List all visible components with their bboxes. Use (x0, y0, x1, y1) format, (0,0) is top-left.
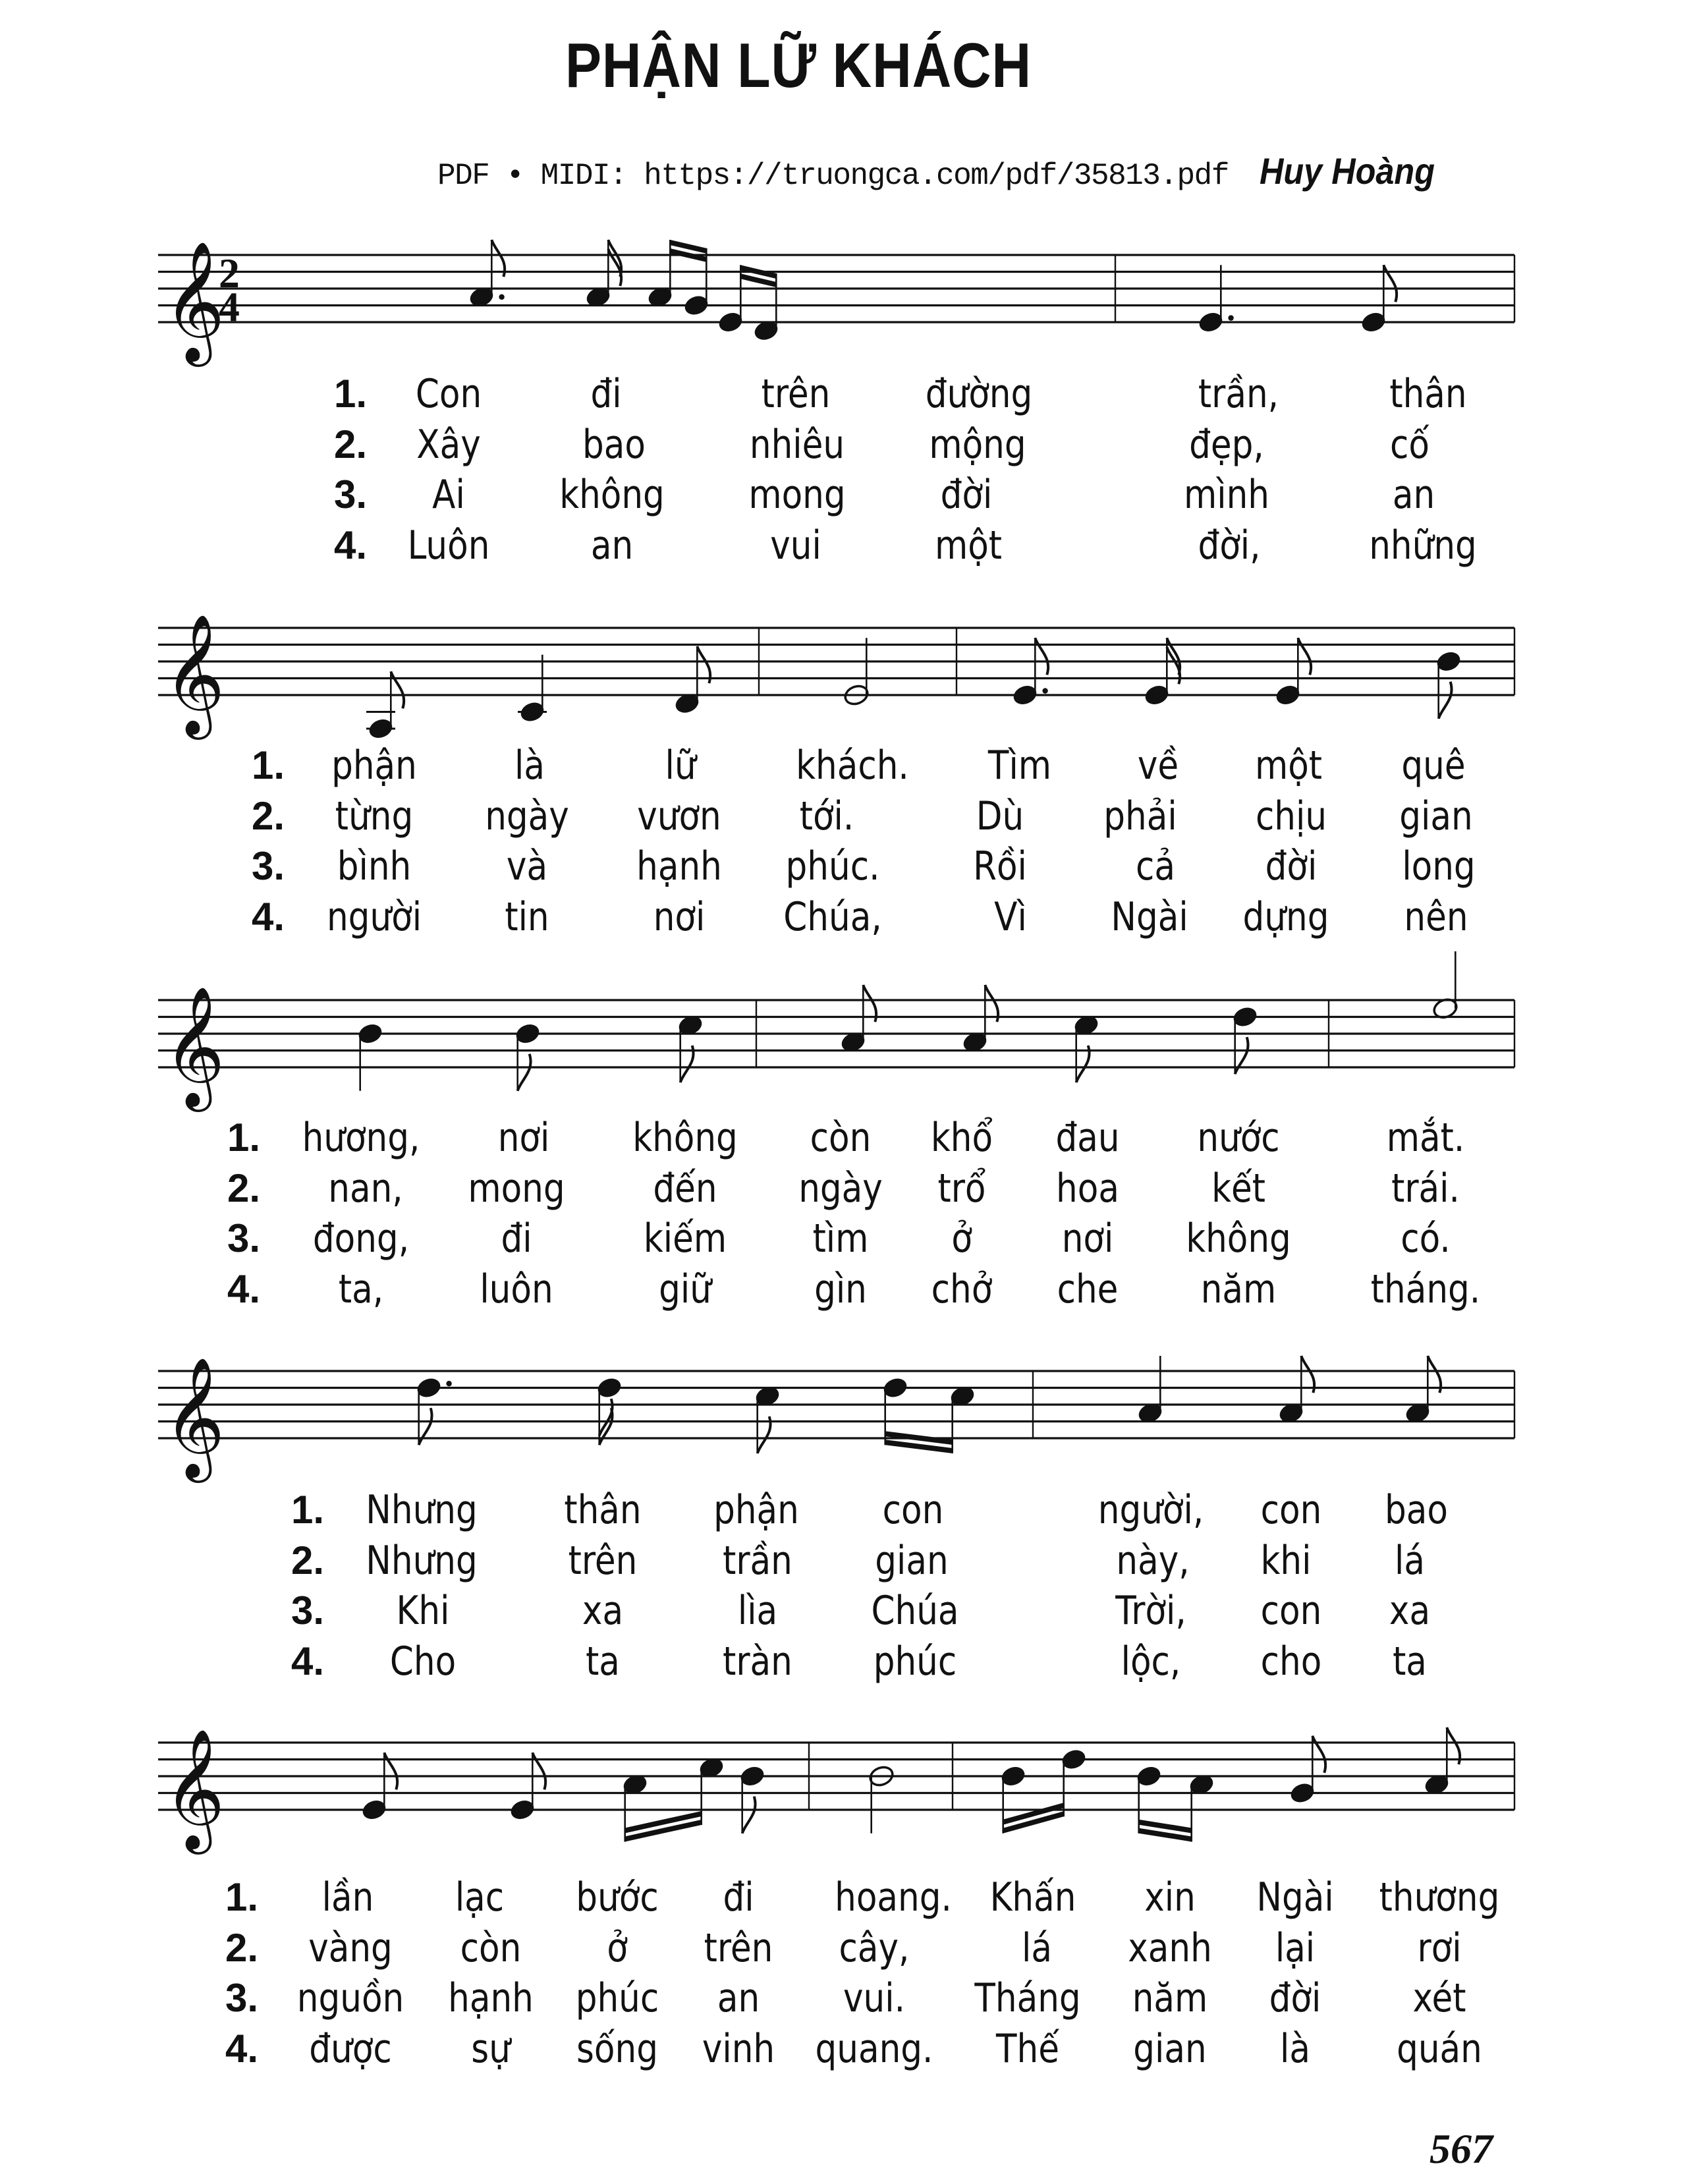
lyric-word: cho (1260, 1638, 1322, 1685)
lyric-word: khách. (796, 742, 909, 789)
lyric-word: Ai (432, 472, 465, 518)
lyric-word: Dù (976, 793, 1024, 839)
source-link[interactable]: PDF • MIDI: https://truongca.com/pdf/35813.pdf (437, 159, 1229, 193)
lyric-word: quê (1401, 742, 1466, 789)
lyric-word: năm (1200, 1266, 1277, 1312)
lyric-word: vui. (843, 1975, 905, 2021)
lyric-word: Chúa (871, 1588, 959, 1634)
lyric-word: Luôn (407, 522, 490, 569)
lyric-word: là (514, 742, 545, 789)
lyric-line-verse-1 (0, 1874, 1693, 1928)
lyric-word: xa (1389, 1588, 1431, 1634)
note-b4 (738, 1764, 766, 1834)
lyric-word: gian (1399, 793, 1473, 839)
lyric-word: Trời, (1115, 1588, 1186, 1634)
lyric-word: sống (576, 2025, 658, 2072)
lyric-word: Vì (994, 893, 1027, 940)
lyric-word: ở (951, 1216, 972, 1262)
lyric-word: mong (748, 472, 846, 518)
lyric-word: phận (331, 742, 417, 789)
lyric-word: nên (1404, 893, 1468, 940)
lyric-word: trái. (1391, 1165, 1460, 1212)
lyric-word: gìn (814, 1266, 867, 1312)
note-e4 (360, 1752, 397, 1822)
lyric-word: đời (1269, 1975, 1321, 2021)
lyric-word: này, (1116, 1537, 1190, 1584)
lyric-word: phận (713, 1487, 799, 1533)
lyric-word: cố (1390, 421, 1429, 468)
lyric-word: chở (931, 1266, 993, 1312)
verse-number: 2. (334, 422, 368, 466)
lyric-word: vươn (637, 793, 721, 839)
lyric-word: trần, (1198, 371, 1279, 417)
lyric-word: không (632, 1115, 738, 1161)
verse-number: 3. (252, 844, 285, 888)
verse-number: 2. (291, 1538, 325, 1582)
lyric-word: quang. (815, 2025, 933, 2072)
lyric-word: con (1260, 1588, 1322, 1634)
lyric-word: xanh (1128, 1924, 1212, 1971)
lyric-word: tràn (723, 1638, 792, 1685)
lyric-word: còn (460, 1924, 522, 1971)
lyric-word: đời (940, 472, 993, 518)
lyric-word: vui (770, 522, 821, 569)
lyric-word: đời, (1198, 522, 1261, 569)
lyric-word: trên (704, 1924, 773, 1971)
lyric-word: Khi (396, 1588, 450, 1634)
lyric-word: đời (1265, 843, 1318, 889)
verse-number: 3. (291, 1588, 325, 1633)
lyric-word: trổ (937, 1165, 986, 1212)
lyric-line-verse-4 (0, 2025, 1693, 2079)
treble-clef-icon: 𝄞 (163, 240, 225, 362)
lyric-word: đẹp, (1189, 421, 1264, 468)
lyric-word: nơi (1061, 1216, 1114, 1262)
lyric-line-verse-3 (0, 1975, 1693, 2029)
lyric-word: gian (875, 1537, 949, 1584)
lyric-word: Nhưng (366, 1487, 478, 1533)
lyric-word: bao (1385, 1487, 1448, 1533)
verse-number: 1. (227, 1115, 261, 1160)
lyric-word: không (1186, 1216, 1291, 1262)
lyric-word: giữ (659, 1266, 711, 1312)
lyric-word: từng (335, 793, 414, 839)
note-e4 (509, 1752, 545, 1822)
lyric-word: một (934, 522, 1003, 569)
verse-number: 1. (225, 1875, 259, 1919)
lyric-word: và (506, 843, 548, 889)
lyric-word: Xây (416, 421, 481, 468)
lyric-word: về (1137, 742, 1179, 789)
lyric-word: hạnh (448, 1975, 534, 2021)
lyric-word: nơi (497, 1115, 550, 1161)
lyric-word: trên (761, 371, 831, 417)
lyric-word: Tháng (974, 1975, 1081, 2021)
lyric-word: bình (337, 843, 412, 889)
lyric-word: vinh (702, 2025, 775, 2072)
song-title: PHẬN LỮ KHÁCH (565, 30, 1032, 101)
lyric-word: che (1057, 1266, 1119, 1312)
lyric-word: hạnh (636, 843, 722, 889)
note-a4 (1423, 1727, 1460, 1797)
lyric-word: đong, (312, 1216, 410, 1262)
lyric-word: còn (810, 1115, 872, 1161)
lyric-word: ngày (485, 793, 569, 839)
lyric-word: mong (468, 1165, 565, 1212)
lyric-word: lại (1275, 1924, 1316, 1971)
lyric-word: xét (1412, 1975, 1466, 2021)
lyric-word: đi (501, 1216, 532, 1262)
lyric-word: ở (607, 1924, 628, 1971)
lyric-word: long (1402, 843, 1476, 889)
verse-number: 2. (225, 1925, 259, 1970)
lyric-word: bước (576, 1874, 659, 1920)
lyric-word: tháng. (1370, 1266, 1481, 1312)
lyric-line-verse-2 (0, 1924, 1693, 1978)
lyric-word: trần (723, 1537, 792, 1584)
lyric-word: Nhưng (366, 1537, 478, 1584)
lyric-word: tìm (812, 1216, 869, 1262)
lyric-word: rơi (1417, 1924, 1462, 1971)
time-signature-top: 2 (219, 250, 240, 296)
lyric-word: con (1260, 1487, 1322, 1533)
lyric-word: mộng (929, 421, 1026, 468)
lyric-word: ta (586, 1638, 620, 1685)
lyric-word: những (1369, 522, 1477, 569)
lyric-word: phúc (575, 1975, 659, 2021)
verse-number: 3. (225, 1976, 259, 2020)
lyric-word: Ngài (1256, 1874, 1334, 1920)
lyric-word: cây, (839, 1924, 910, 1971)
lyric-word: lạc (455, 1874, 505, 1920)
lyric-word: an (590, 522, 634, 569)
verse-number: 4. (225, 2026, 259, 2071)
note-c5 (698, 1756, 725, 1825)
lyric-word: phúc (873, 1638, 957, 1685)
lyric-word: kết (1211, 1165, 1265, 1212)
lyric-word: năm (1132, 1975, 1208, 2021)
lyric-word: mắt. (1386, 1115, 1465, 1161)
lyric-word: Rồi (973, 843, 1027, 889)
lyric-word: trên (568, 1537, 638, 1584)
verse-number: 1. (252, 743, 285, 787)
time-signature-bottom: 4 (219, 283, 240, 330)
lyric-word: thân (564, 1487, 642, 1533)
lyric-word: thương (1379, 1874, 1500, 1920)
lyric-word: con (882, 1487, 944, 1533)
lyric-word: xa (582, 1588, 624, 1634)
note-b4 (868, 1764, 895, 1834)
verse-number: 4. (334, 522, 368, 567)
lyric-word: Tìm (987, 742, 1052, 789)
verse-number: 4. (291, 1638, 325, 1683)
lyric-word: bao (582, 421, 646, 468)
lyric-word: tin (505, 893, 549, 940)
lyric-word: lìa (737, 1588, 778, 1634)
lyric-word: nan, (328, 1165, 403, 1212)
lyric-word: khi (1260, 1537, 1312, 1584)
verse-number: 1. (291, 1488, 325, 1532)
verse-number: 3. (334, 472, 368, 517)
lyric-word: chịu (1255, 793, 1327, 839)
lyric-word: quán (1397, 2025, 1482, 2072)
lyric-word: nguồn (296, 1975, 404, 2021)
lyric-word: lá (1022, 1924, 1052, 1971)
lyric-word: an (1392, 472, 1435, 518)
lyric-word: ngày (798, 1165, 883, 1212)
lyric-word: vàng (308, 1924, 393, 1971)
lyric-word: hoa (1056, 1165, 1119, 1212)
lyric-word: Cho (389, 1638, 457, 1685)
verse-number: 2. (227, 1165, 261, 1210)
lyric-word: lữ (665, 742, 696, 789)
lyric-word: được (309, 2025, 392, 2072)
verse-number: 3. (227, 1216, 261, 1260)
lyric-word: không (559, 472, 665, 518)
lyric-word: người, (1097, 1487, 1204, 1533)
verse-number: 2. (252, 793, 285, 838)
lyric-word: thân (1389, 371, 1467, 417)
lyric-word: dựng (1242, 893, 1329, 940)
lyric-word: an (717, 1975, 760, 2021)
lyric-word: cả (1136, 843, 1175, 889)
lyric-word: ta, (338, 1266, 384, 1312)
lyric-word: phải (1103, 793, 1177, 839)
note-a4 (1188, 1772, 1215, 1841)
lyric-word: Chúa, (783, 893, 882, 940)
lyric-word: khổ (930, 1115, 993, 1161)
lyric-word: lộc, (1121, 1638, 1181, 1685)
page-number: 567 (1429, 2125, 1493, 2172)
lyric-word: có. (1401, 1216, 1451, 1262)
lyric-word: lá (1395, 1537, 1425, 1584)
lyric-word: xin (1144, 1874, 1196, 1920)
lyric-word: đi (590, 371, 622, 417)
lyric-word: lần (321, 1874, 374, 1920)
note-d5 (1060, 1747, 1088, 1816)
lyric-word: Thế (996, 2025, 1059, 2072)
lyric-word: sự (471, 2025, 511, 2072)
treble-clef-icon: 𝄞 (163, 1728, 225, 1849)
lyric-word: mình (1183, 472, 1270, 518)
lyric-word: là (1280, 2025, 1310, 2072)
lyric-word: ta (1393, 1638, 1427, 1685)
verse-number: 4. (227, 1266, 261, 1311)
lyric-word: Khấn (989, 1874, 1076, 1920)
lyric-word: Con (415, 371, 482, 417)
lyric-word: nhiêu (749, 421, 845, 468)
lyric-word: nước (1197, 1115, 1280, 1161)
lyric-word: phúc. (785, 843, 880, 889)
lyric-word: người (326, 893, 422, 940)
note-g4 (1289, 1736, 1325, 1805)
verse-number: 4. (252, 894, 285, 939)
lyric-word: nơi (653, 893, 706, 940)
lyric-word: hương, (302, 1115, 420, 1161)
lyric-word: đến (653, 1165, 717, 1212)
lyric-word: Ngài (1111, 893, 1188, 940)
treble-clef-icon: 𝄞 (163, 613, 225, 735)
lyric-word: một (1254, 742, 1323, 789)
lyric-word: đường (925, 371, 1033, 417)
lyric-word: đi (723, 1874, 754, 1920)
verse-number: 1. (334, 372, 368, 416)
lyric-word: gian (1133, 2025, 1207, 2072)
composer-name: Huy Hoàng (1260, 150, 1435, 192)
lyric-word: tới. (799, 793, 854, 839)
lyric-word: kiếm (643, 1216, 727, 1262)
treble-clef-icon: 𝄞 (163, 1357, 225, 1478)
lyric-word: luôn (480, 1266, 553, 1312)
lyric-word: hoang. (835, 1874, 952, 1920)
treble-clef-icon: 𝄞 (163, 986, 225, 1107)
lyric-word: đau (1055, 1115, 1120, 1161)
